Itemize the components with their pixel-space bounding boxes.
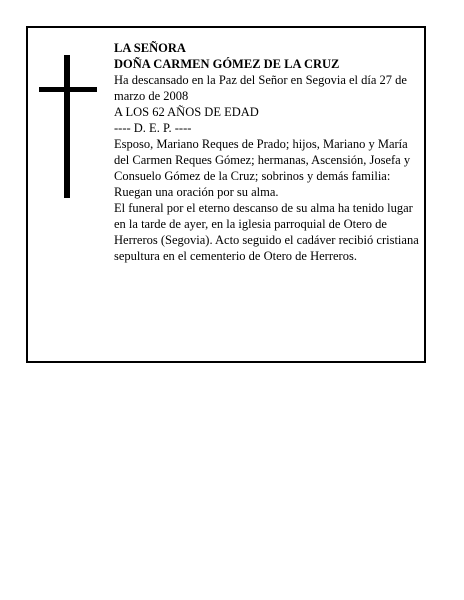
- rip-line: ---- D. E. P. ----: [114, 121, 192, 135]
- cross-vertical-bar: [64, 55, 70, 198]
- prayer-request: Ruegan una oración por su alma.: [114, 185, 279, 199]
- cross-icon: [39, 55, 97, 198]
- cross-horizontal-bar: [39, 87, 97, 92]
- funeral-details: El funeral por el eterno descanso de su alma ha tenido lugar en la tarde de ayer, en la iglesia parroquial de Otero de Herreros (Segovia). Acto seguido el cadáver recibió cristiana sepultura en el cementerio de Otero de Herreros.: [114, 201, 419, 263]
- obituary-notice: [26, 26, 426, 363]
- family-list: Esposo, Mariano Reques de Prado; hijos, Mariano y María del Carmen Reques Gómez; hermanas, Ascensión, Josefa y Consuelo Gómez de la Cruz; sobrinos y demás familia:: [114, 137, 411, 183]
- notice-title-line1: LA SEÑORA: [114, 41, 186, 55]
- age-line: A LOS 62 AÑOS DE EDAD: [114, 105, 259, 119]
- rest-statement: Ha descansado en la Paz del Señor en Segovia el día 27 de marzo de 2008: [114, 73, 407, 103]
- deceased-name: DOÑA CARMEN GÓMEZ DE LA CRUZ: [114, 57, 340, 71]
- notice-text: [114, 40, 420, 264]
